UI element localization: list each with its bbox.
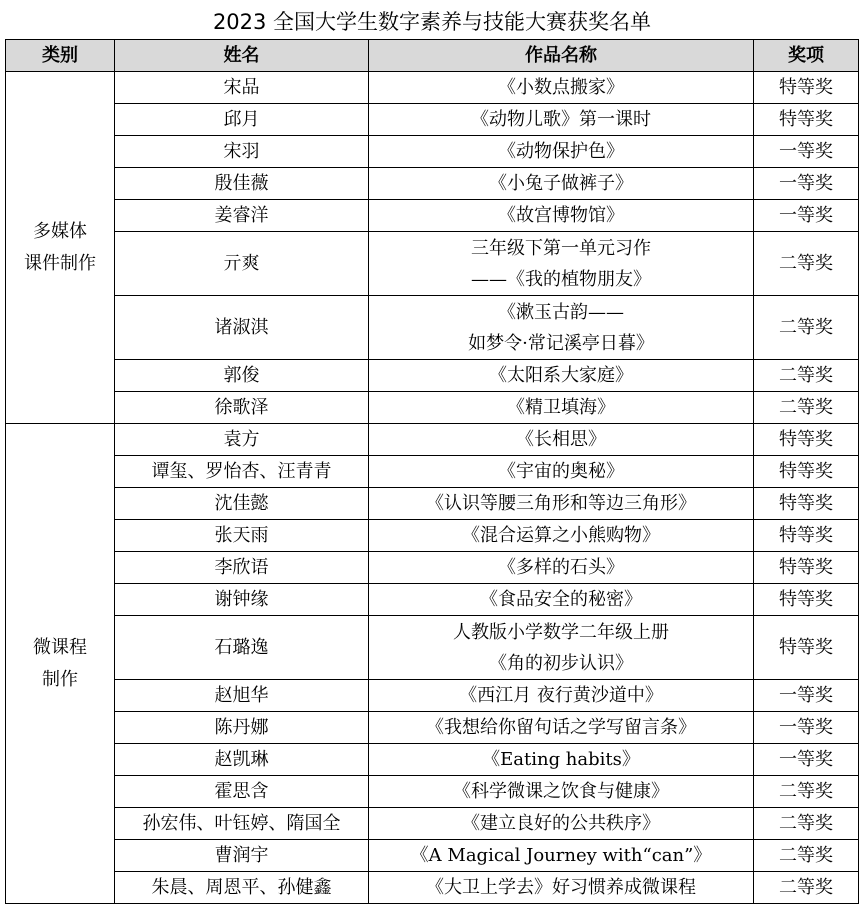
award-cell: 特等奖 <box>754 520 859 552</box>
work-title-line: 《宇宙的奥秘》 <box>498 461 624 482</box>
work-title-line: 《认识等腰三角形和等边三角形》 <box>426 493 696 514</box>
work-cell <box>369 584 754 616</box>
work-title-line: 《长相思》 <box>516 429 606 450</box>
table-row <box>6 424 859 456</box>
work-title-line: 三年级下第一单元习作 <box>471 237 651 259</box>
work-title-line: 《大卫上学去》好习惯养成微课程 <box>426 877 696 898</box>
category-label: 课件制作 <box>24 252 96 274</box>
header-award: 奖项 <box>754 40 859 72</box>
name-cell: 沈佳懿 <box>115 488 369 520</box>
header-row <box>6 40 859 72</box>
award-cell: 二等奖 <box>754 840 859 872</box>
work-title-line: 《建立良好的公共秩序》 <box>462 813 660 834</box>
work-cell <box>369 424 754 456</box>
name-cell: 袁方 <box>115 424 369 456</box>
work-title-line: 《太阳系大家庭》 <box>489 365 633 386</box>
name-cell: 姜睿洋 <box>115 200 369 232</box>
work-cell <box>369 136 754 168</box>
work-cell <box>369 200 754 232</box>
award-cell: 特等奖 <box>754 584 859 616</box>
award-cell: 特等奖 <box>754 104 859 136</box>
work-title-line: 《多样的石头》 <box>498 557 624 578</box>
name-cell: 石璐逸 <box>115 616 369 680</box>
work-cell <box>369 616 754 680</box>
category-label: 微课程 <box>33 636 87 658</box>
table-row <box>6 104 859 136</box>
award-cell: 特等奖 <box>754 616 859 680</box>
table-row <box>6 680 859 712</box>
award-cell: 特等奖 <box>754 424 859 456</box>
name-cell: 谢钟缘 <box>115 584 369 616</box>
category-cell <box>6 72 115 424</box>
name-cell: 陈丹娜 <box>115 712 369 744</box>
work-title-line: ——《我的植物朋友》 <box>471 268 651 290</box>
table-row <box>6 200 859 232</box>
name-cell: 谭玺、罗怡杏、汪青青 <box>115 456 369 488</box>
table-row <box>6 840 859 872</box>
work-title-line: 《动物保护色》 <box>498 141 624 162</box>
award-cell: 二等奖 <box>754 808 859 840</box>
table-row <box>6 712 859 744</box>
award-cell: 一等奖 <box>754 744 859 776</box>
table-row <box>6 872 859 904</box>
name-cell: 孙宏伟、叶钰婷、隋国全 <box>115 808 369 840</box>
header-name: 姓名 <box>115 40 369 72</box>
name-cell: 赵旭华 <box>115 680 369 712</box>
award-cell: 二等奖 <box>754 392 859 424</box>
work-cell <box>369 520 754 552</box>
table-row <box>6 808 859 840</box>
award-cell: 二等奖 <box>754 360 859 392</box>
work-cell <box>369 456 754 488</box>
award-cell: 二等奖 <box>754 296 859 360</box>
work-title-line: 《小兔子做裤子》 <box>489 173 633 194</box>
award-cell: 一等奖 <box>754 136 859 168</box>
award-cell: 一等奖 <box>754 200 859 232</box>
work-title-line: 《科学微课之饮食与健康》 <box>453 781 669 802</box>
work-cell <box>369 872 754 904</box>
table-row <box>6 232 859 296</box>
header-category: 类别 <box>6 40 115 72</box>
table-row <box>6 296 859 360</box>
category-label: 多媒体 <box>33 220 87 242</box>
category-label: 制作 <box>42 668 78 690</box>
award-cell: 一等奖 <box>754 680 859 712</box>
name-cell: 诸淑淇 <box>115 296 369 360</box>
work-title-line: 《漱玉古韵—— <box>498 301 624 323</box>
name-cell: 亓爽 <box>115 232 369 296</box>
work-cell <box>369 72 754 104</box>
work-title-line: 《小数点搬家》 <box>498 77 624 98</box>
award-cell: 二等奖 <box>754 872 859 904</box>
work-cell <box>369 840 754 872</box>
name-cell: 张天雨 <box>115 520 369 552</box>
work-title-line: 《Eating habits》 <box>482 749 640 770</box>
work-cell <box>369 744 754 776</box>
work-title-line: 《精卫填海》 <box>507 397 615 418</box>
work-cell <box>369 808 754 840</box>
work-title-line: 《A Magical Journey with“can”》 <box>410 845 712 866</box>
work-title-line: 人教版小学数学二年级上册 <box>453 621 669 643</box>
award-cell: 特等奖 <box>754 552 859 584</box>
award-cell: 特等奖 <box>754 456 859 488</box>
work-cell <box>369 712 754 744</box>
name-cell: 邱月 <box>115 104 369 136</box>
work-cell <box>369 392 754 424</box>
table-row <box>6 168 859 200</box>
table-row <box>6 520 859 552</box>
award-cell: 二等奖 <box>754 232 859 296</box>
work-cell <box>369 168 754 200</box>
work-cell <box>369 296 754 360</box>
work-cell <box>369 776 754 808</box>
work-title-line: 如梦令·常记溪亭日暮》 <box>468 332 654 354</box>
page-title: 2023 全国大学生数字素养与技能大赛获奖名单 <box>212 10 652 34</box>
award-cell: 特等奖 <box>754 488 859 520</box>
table-row <box>6 584 859 616</box>
work-title-line: 《角的初步认识》 <box>489 652 633 674</box>
work-title-line: 《食品安全的秘密》 <box>480 589 642 610</box>
award-cell: 特等奖 <box>754 72 859 104</box>
work-cell <box>369 552 754 584</box>
work-cell <box>369 488 754 520</box>
name-cell: 徐歌泽 <box>115 392 369 424</box>
name-cell: 郭俊 <box>115 360 369 392</box>
table-row <box>6 616 859 680</box>
work-title-line: 《混合运算之小熊购物》 <box>462 525 660 546</box>
name-cell: 宋羽 <box>115 136 369 168</box>
name-cell: 宋品 <box>115 72 369 104</box>
table-row <box>6 136 859 168</box>
table-row <box>6 360 859 392</box>
table-row <box>6 488 859 520</box>
name-cell: 赵凯琳 <box>115 744 369 776</box>
category-cell <box>6 424 115 904</box>
name-cell: 霍思含 <box>115 776 369 808</box>
award-cell: 一等奖 <box>754 168 859 200</box>
work-title-line: 《故宫博物馆》 <box>498 205 624 226</box>
table-row <box>6 72 859 104</box>
award-cell: 一等奖 <box>754 712 859 744</box>
award-table <box>5 39 859 904</box>
award-cell: 二等奖 <box>754 776 859 808</box>
work-cell <box>369 232 754 296</box>
header-work: 作品名称 <box>369 40 754 72</box>
work-cell <box>369 104 754 136</box>
name-cell: 李欣语 <box>115 552 369 584</box>
table-row <box>6 744 859 776</box>
name-cell: 殷佳薇 <box>115 168 369 200</box>
work-cell <box>369 680 754 712</box>
table-row <box>6 776 859 808</box>
table-row <box>6 552 859 584</box>
work-title-line: 《西江月 夜行黄沙道中》 <box>459 685 663 706</box>
table-body <box>6 72 859 904</box>
work-title-line: 《动物儿歌》第一课时 <box>471 109 651 130</box>
name-cell: 曹润宇 <box>115 840 369 872</box>
work-title-line: 《我想给你留句话之学写留言条》 <box>426 717 696 738</box>
name-cell: 朱晨、周恩平、孙健鑫 <box>115 872 369 904</box>
table-row <box>6 392 859 424</box>
table-row <box>6 456 859 488</box>
work-cell <box>369 360 754 392</box>
